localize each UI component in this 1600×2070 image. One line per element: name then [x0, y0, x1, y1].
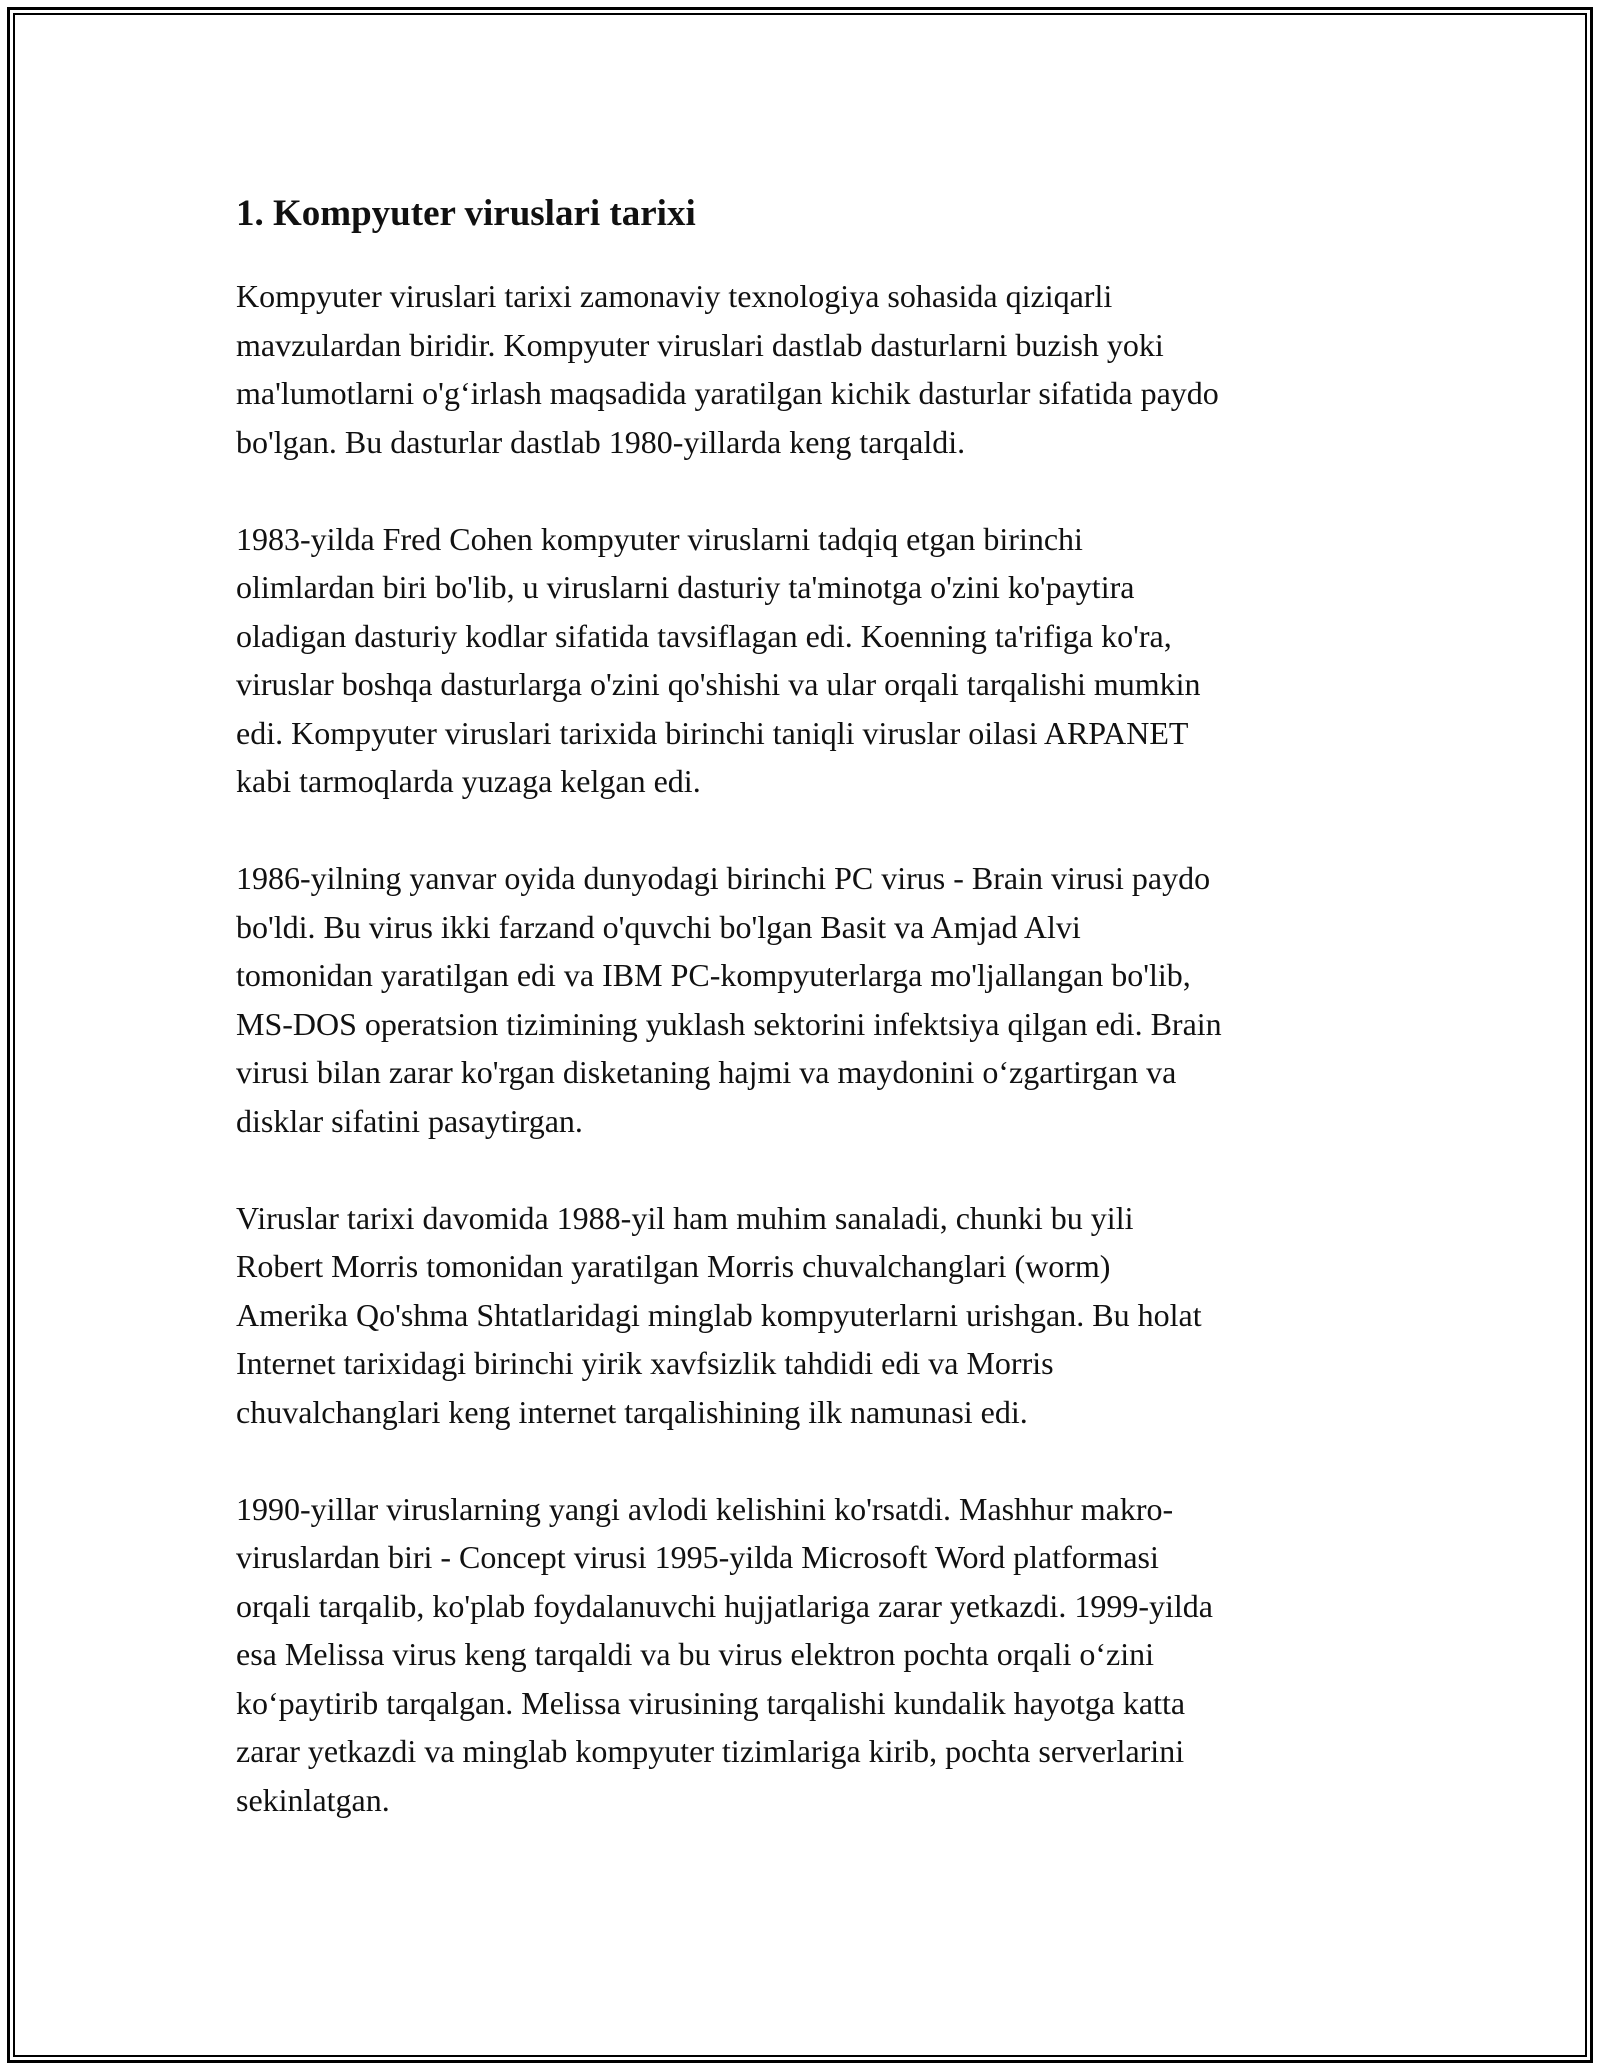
paragraph-intro: [236, 272, 1376, 466]
paragraph-1983: [236, 515, 1376, 806]
text-line: Robert Morris tomonidan yaratilgan Morris chuvalchanglari (worm): [236, 1248, 1111, 1284]
text-line: olimlardan biri bo'lib, u viruslarni dasturiy ta'minotga o'zini ko'paytira: [236, 569, 1135, 605]
text-line: bo'lgan. Bu dasturlar dastlab 1980-yillarda keng tarqaldi.: [236, 423, 966, 460]
text-line: oladigan dasturiy kodlar sifatida tavsiflagan edi. Koenning ta'rifiga ko'ra,: [236, 617, 1172, 654]
text-line: sekinlatgan.: [236, 1781, 390, 1818]
text-line: ma'lumotlarni o'g‘irlash maqsadida yaratilgan kichik dasturlar sifatida paydo: [236, 375, 1219, 411]
text-line: disklar sifatini pasaytirgan.: [236, 1102, 583, 1139]
text-line: kabi tarmoqlarda yuzaga kelgan edi.: [236, 763, 701, 799]
text-line: edi. Kompyuter viruslari tarixida birinchi taniqli viruslar oilasi ARPANET: [236, 714, 1189, 751]
document-body: [236, 184, 1376, 1873]
text-line: virusi bilan zarar ko'rgan disketaning hajmi va maydonini o‘zgartirgan va: [236, 1054, 1177, 1090]
text-line: zarar yetkazdi va minglab kompyuter tizimlariga kirib, pochta serverlarini: [236, 1733, 1185, 1769]
section-heading: 1. Kompyuter viruslari tarixi: [236, 193, 696, 234]
text-line: viruslardan biri - Concept virusi 1995-yilda Microsoft Word platformasi: [236, 1539, 1159, 1575]
text-line: Kompyuter viruslari tarixi zamonaviy texnologiya sohasida qiziqarli: [236, 278, 1113, 314]
text-line: MS-DOS operatsion tizimining yuklash sektorini infektsiya qilgan edi. Brain: [236, 1005, 1222, 1042]
text-line: 1983-yilda Fred Cohen kompyuter viruslarni tadqiq etgan birinchi: [236, 520, 1083, 557]
text-line: Amerika Qo'shma Shtatlaridagi minglab kompyuterlarni urishgan. Bu holat: [236, 1296, 1202, 1333]
paragraph-1986: [236, 854, 1376, 1145]
text-line: esa Melissa virus keng tarqaldi va bu virus elektron pochta orqali o‘zini: [236, 1636, 1154, 1672]
paragraph-1990s: [236, 1485, 1376, 1825]
text-line: Viruslar tarixi davomida 1988-yil ham muhim sanaladi, chunki bu yili: [236, 1199, 1134, 1236]
text-line: bo'ldi. Bu virus ikki farzand o'quvchi bo'lgan Basit va Amjad Alvi: [236, 908, 1081, 945]
text-line: 1986-yilning yanvar oyida dunyodagi birinchi PC virus - Brain virusi paydo: [236, 860, 1211, 896]
text-line: mavzulardan biridir. Kompyuter viruslari dastlab dasturlarni buzish yoki: [236, 326, 1164, 363]
text-line: tomonidan yaratilgan edi va IBM PC-kompyuterlarga mo'ljallangan bo'lib,: [236, 957, 1191, 993]
text-line: chuvalchanglari keng internet tarqalishining ilk namunasi edi.: [236, 1393, 1028, 1430]
text-line: Internet tarixidagi birinchi yirik xavfsizlik tahdidi edi va Morris: [236, 1345, 1054, 1381]
text-line: viruslar boshqa dasturlarga o'zini qo'shishi va ular orqali tarqalishi mumkin: [236, 666, 1201, 702]
text-line: orqali tarqalib, ko'plab foydalanuvchi hujjatlariga zarar yetkazdi. 1999-yilda: [236, 1587, 1213, 1624]
paragraph-1988: [236, 1194, 1376, 1437]
text-line: 1990-yillar viruslarning yangi avlodi kelishini ko'rsatdi. Mashhur makro-: [236, 1490, 1174, 1527]
text-line: ko‘paytirib tarqalgan. Melissa virusining tarqalishi kundalik hayotga katta: [236, 1684, 1186, 1721]
